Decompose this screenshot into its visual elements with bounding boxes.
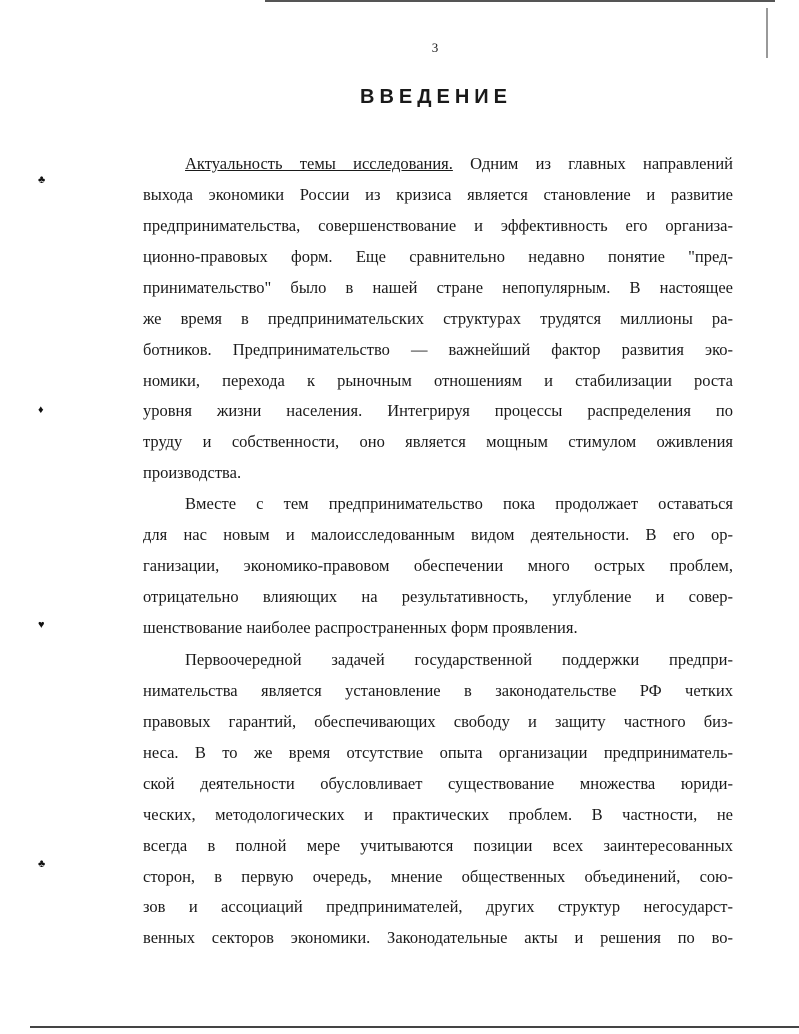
text-line: ботников. Предпринимательство — важнейший фактор развития эко- [143, 340, 733, 359]
binding-hole-mark-icon: ♥ [38, 619, 45, 631]
text-line: неса. В то же время отсутствие опыта организации предприниматель- [143, 743, 733, 762]
binding-hole-mark-icon: ♣ [38, 174, 46, 186]
text-line: Первоочередной задачей государственной поддержки предпри- [185, 650, 733, 669]
text-line: уровня жизни населения. Интегрируя процессы распределения по [143, 401, 733, 420]
section-heading: Актуальность темы исследования. [185, 154, 453, 173]
text-line: номики, перехода к рыночным отношениям и стабилизации роста [143, 371, 733, 390]
text-line: ганизации, экономико-правовом обеспечении много острых проблем, [143, 556, 733, 575]
text-line: венных секторов экономики. Законодательные акты и решения по во- [143, 928, 733, 947]
text-line: отрицательно влияющих на результативность, углубление и совер- [143, 587, 733, 606]
binding-hole-mark-icon: ♣ [38, 858, 46, 870]
text-line: Актуальность темы исследования. Одним из главных направлений [185, 154, 733, 173]
text-line: нимательства является установление в законодательстве РФ четких [143, 681, 733, 700]
text-line: труду и собственности, оно является мощным стимулом оживления [143, 432, 733, 451]
text-line: для нас новым и малоисследованным видом деятельности. В его ор- [143, 525, 733, 544]
page-number: 3 [431, 40, 439, 55]
text-line: ческих, методологических и практических проблем. В частности, не [143, 805, 733, 824]
text-line: Вместе с тем предпринимательство пока продолжает оставаться [185, 494, 733, 513]
text-line: ской деятельности обусловливает существование множества юриди- [143, 774, 733, 793]
text-line: шенствование наиболее распространенных форм проявления. [143, 618, 578, 637]
scan-edge-bottom [30, 1026, 799, 1028]
scan-edge-top [265, 0, 775, 2]
text-line: сторон, в первую очередь, мнение общественных объединений, сою- [143, 867, 733, 886]
text-line: предпринимательства, совершенствование и эффективность его организа- [143, 216, 733, 235]
text-line: принимательство" было в нашей стране непопулярным. В настоящее [143, 278, 733, 297]
text-line: же время в предпринимательских структурах трудятся миллионы ра- [143, 309, 733, 328]
text-line: зов и ассоциаций предпринимателей, других структур негосударст- [143, 897, 733, 916]
text-line: производства. [143, 463, 242, 482]
text-line: выхода экономики России из кризиса является становление и развитие [143, 185, 733, 204]
text-line: всегда в полной мере учитываются позиции всех заинтересованных [143, 836, 733, 855]
binding-hole-mark-icon: ♦ [38, 404, 44, 416]
scan-edge-right [766, 8, 768, 58]
page-title: ВВЕДЕНИЕ [360, 86, 512, 108]
text-line: правовых гарантий, обеспечивающих свободу и защиту частного биз- [143, 712, 733, 731]
text-line: ционно-правовых форм. Еще сравнительно недавно понятие "пред- [143, 247, 733, 266]
